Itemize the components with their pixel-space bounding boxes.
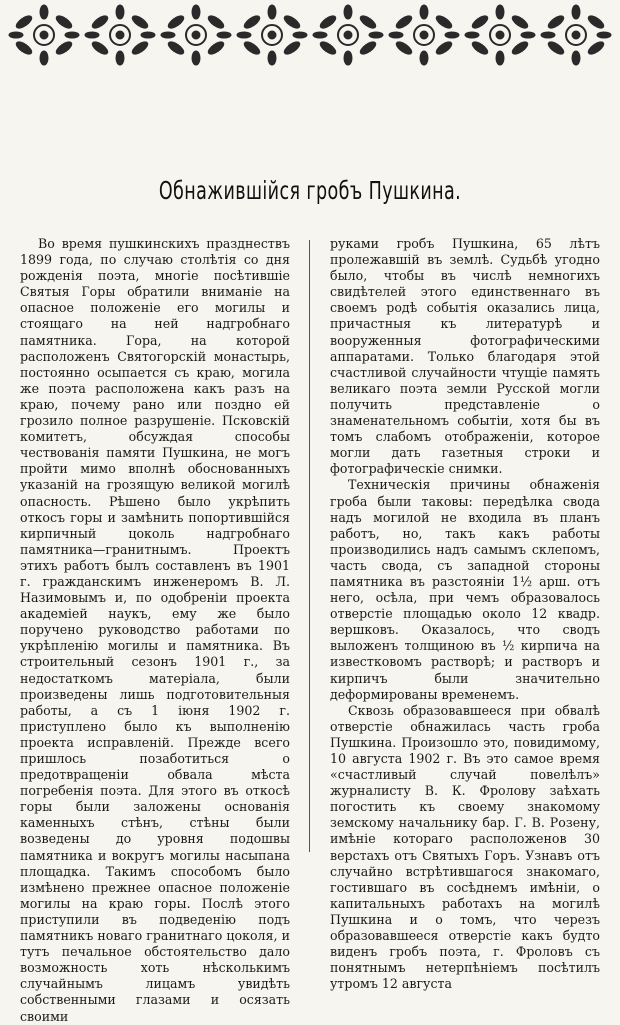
paragraph: Сквозь образовавшееся при обвалѣ отверстiе обнажилась часть гроба Пушкина. Произошло это, повидимому, 10 августа 1902 г. Въ это самое время «счастливый случай повелѣлъ» журналисту В. К. Фролову заѣхать погостить къ своему знакомому земскому начальнику бар. Г. В. Розену, имѣнiе котораго расположенов 30 верстахъ отъ Святыхъ Горъ. Узнавъ отъ случайно встрѣтившагося знакомаго, гостившаго въ сосѣднемъ имѣнiи, о капитальныхъ работахъ на могилѣ Пушкина и о томъ, что черезъ образовавшееся отверстiе какъ будто виденъ гробъ поэта, г. Фроловъ съ понятнымъ нетерпѣнiемъ посѣтилъ утромъ 12 августа (330, 702, 600, 992)
column-divider (309, 240, 310, 852)
paragraph: Техническiя причины обнаженiя гроба были таковы: передѣлка свода надъ могилой не входила въ планъ работъ, но, такъ какъ работы производились надъ самымъ склепомъ, часть свода, съ западной стороны памятника въ разстоянiи 1½ арш. отъ него, осѣла, при чемъ образовалось отверстiе площадью около 12 квадр. вершковъ. Оказалось, что сводъ выложенъ толщиною въ ½ кирпича на известковомъ растворѣ; и растворъ и кирпичъ были значительно деформированы временемъ. (330, 477, 600, 702)
floral-ornament-band (6, 4, 614, 66)
right-column (330, 236, 600, 992)
paragraph: руками гробъ Пушкина, 65 лѣтъ пролежавшiй въ землѣ. Судьбѣ угодно было, чтобы въ числѣ немногихъ свидѣтелей этого единственнаго въ своемъ родѣ событiя оказались лица, причастныя къ литературѣ и вооруженныя фотографическими аппаратами. Только благодаря этой счастливой случайности чтущiе память великаго поэта земли Русской могли получить представленiе о знаменательномъ событiи, хотя бы въ томъ слабомъ отображенiи, которое могли дать газетныя строки и фотографическiе снимки. (330, 236, 600, 477)
paragraph: Во время пушкинскихъ празднествъ 1899 года, по случаю столѣтiя со дня рожденiя поэта, многiе посѣтившiе Святыя Горы обратили вниманiе на опасное положенiе его могилы и стоящаго на ней надгробнаго памятника. Гора, на которой расположенъ Святогорскiй монастырь, постоянно осыпается съ краю, могила же поэта расположена какъ разъ на краю, почему рано или поздно ей грозило полное разрушенiе. Псковскiй комитетъ, обсуждая способы чествованiя памяти Пушкина, не могъ пройти мимо вполнѣ обоснованныхъ указанiй на грозящую великой могилѣ опасность. Рѣшено было укрѣпить откосъ горы и замѣнить попортившiйся кирпичный цоколь надгробнаго памятника—гранитнымъ. Проектъ этихъ работъ былъ составленъ въ 1901 г. гражданскимъ инженеромъ В. Л. Назимовымъ и, по одобренiи проекта академiей наукъ, ему же было поручено руководство работами по укрѣпленiю могилы и памятника. Въ строительный сезонъ 1901 г., за недостаткомъ матерiала, были произведены лишь подготовительныя работы, а съ 1 iюня 1902 г. приступлено было къ выполненiю проекта исправленiй. Прежде всего пришлось позаботиться о предотвращенiи обвала мѣста погребенiя поэта. Для этого въ откосѣ горы были заложены основанiя каменныхъ стѣнъ, стѣны были возведены до уровня подошвы памятника и вокругъ могилы насыпана площадка. Такимъ способомъ было измѣнено прежнее опасное положенiе могилы на краю горы. Послѣ этого приступили въ подведенiю подъ памятникъ новаго гранитнаго цоколя, и тутъ печальное обстоятельство дало возможность хоть нѣсколькимъ случайнымъ лицамъ увидѣть собственными глазами и осязать своими (20, 236, 290, 1024)
left-column (20, 236, 290, 1025)
floral-ornament-icon (6, 4, 614, 66)
article-title: Обнажившiйся гробъ Пушкина. (158, 176, 462, 205)
